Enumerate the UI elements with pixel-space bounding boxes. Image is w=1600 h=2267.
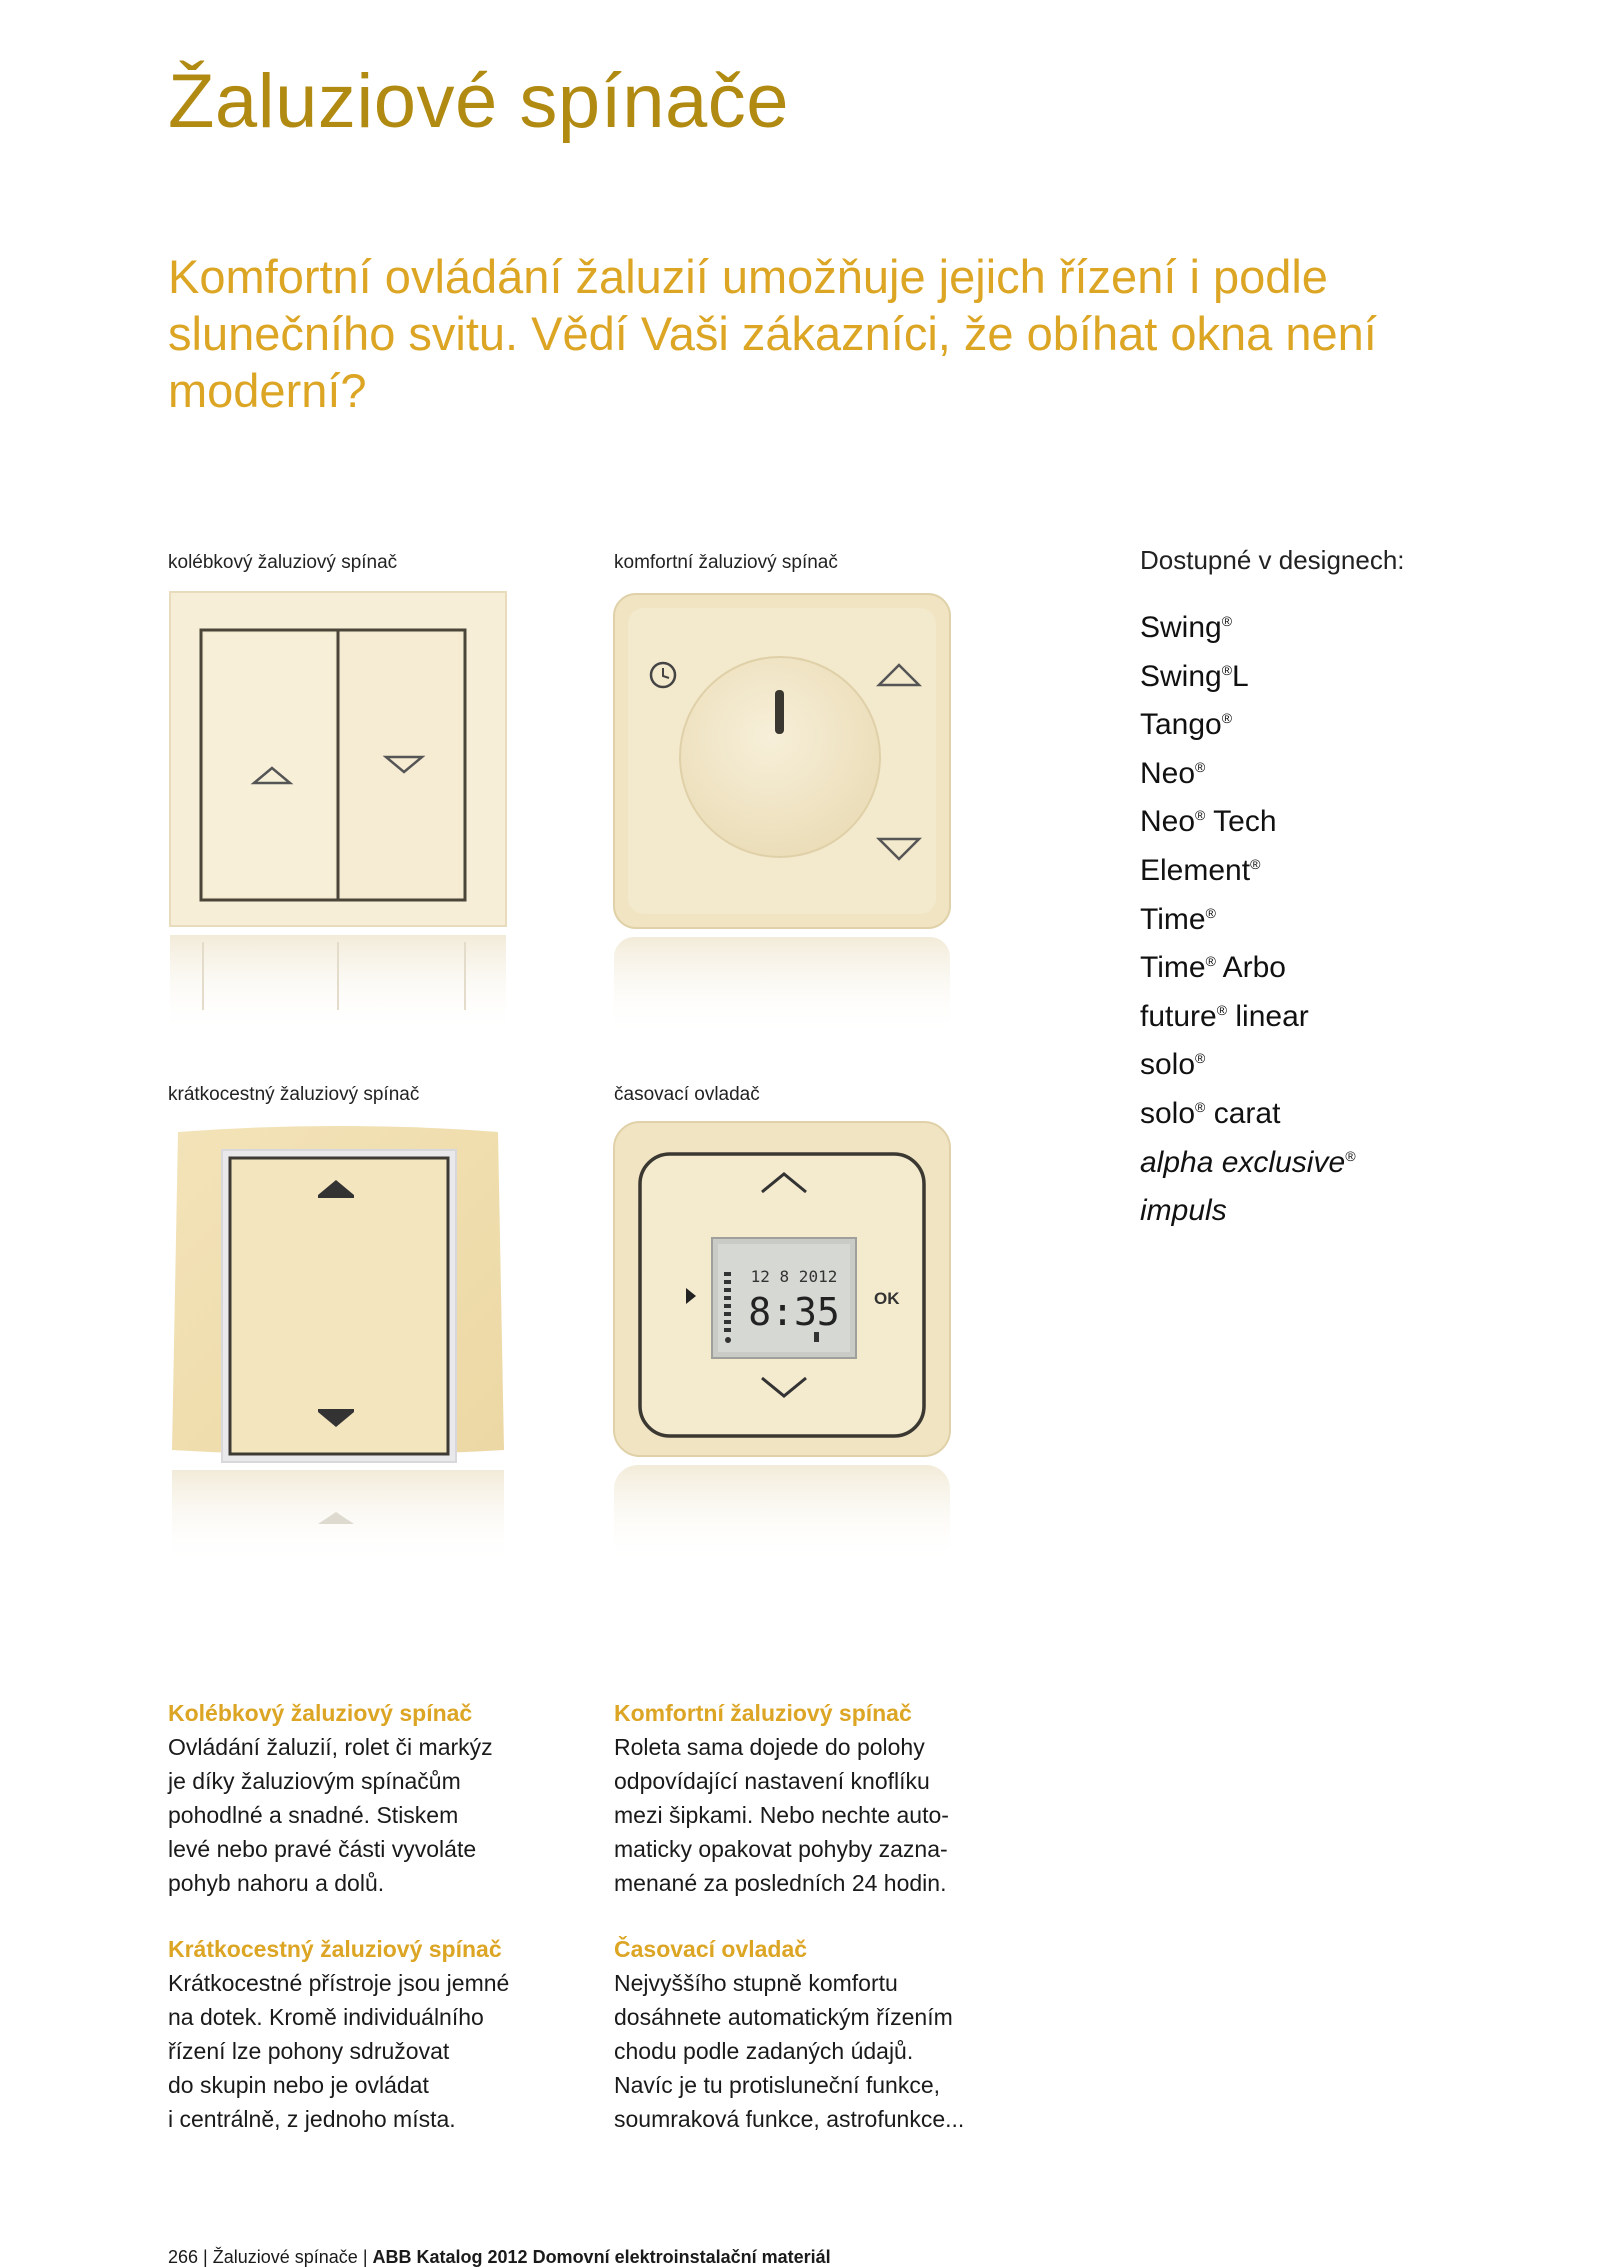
design-list	[1140, 604, 1355, 1236]
caption-comfort-switch: komfortní žaluziový spínač	[614, 552, 838, 573]
description-timer-control	[614, 1932, 994, 2136]
design-item: solo® carat	[1140, 1096, 1281, 1130]
design-item: future® linear	[1140, 999, 1309, 1033]
description-title: Krátkocestný žaluziový spínač	[168, 1936, 502, 1962]
description-title: Kolébkový žaluziový spínač	[168, 1700, 473, 1726]
footer-section: Žaluziové spínače	[212, 2247, 358, 2267]
designs-heading: Dostupné v designech:	[1140, 545, 1405, 575]
description-body: Roleta sama dojede do polohy odpovídající nastavení knoflíku mezi šipkami. Nebo nechte auto- maticky opakovat pohyby zazna- menané za posledních 24 hodin.	[614, 1734, 949, 1896]
description-short-stroke-switch	[168, 1932, 548, 2136]
caption-rocker-switch: kolébkový žaluziový spínač	[168, 552, 398, 573]
timer-date-text: 12 8 2012	[750, 1267, 838, 1286]
short-stroke-blind-switch-image	[168, 1120, 508, 1570]
description-body: Nejvyššího stupně komfortu dosáhnete automatickým řízením chodu podle zadaných údajů. Navíc je tu protisluneční funkce, soumraková funkce, astrofunkce...	[614, 1970, 965, 2132]
description-title: Časovací ovladač	[614, 1936, 808, 1962]
rocker-blind-switch-image	[168, 590, 508, 1040]
design-item: Element®	[1140, 853, 1261, 887]
description-body: Krátkocestné přístroje jsou jemné na dotek. Kromě individuálního řízení lze pohony sdružovat do skupin nebo je ovládat i centrálně, z jednoho místa.	[168, 1970, 510, 2132]
design-item: Time® Arbo	[1140, 951, 1286, 985]
design-item: Neo®	[1140, 756, 1206, 790]
timer-ok-label: OK	[874, 1289, 900, 1308]
design-item: solo®	[1140, 1048, 1206, 1082]
design-item: Time®	[1140, 902, 1216, 936]
design-item: Swing®L	[1140, 659, 1249, 693]
design-item: Swing®	[1140, 611, 1233, 644]
description-title: Komfortní žaluziový spínač	[614, 1700, 912, 1726]
caption-short-stroke-switch: krátkocestný žaluziový spínač	[168, 1084, 420, 1105]
design-item: impuls	[1140, 1194, 1227, 1228]
description-rocker-switch	[168, 1696, 548, 1900]
footer-catalog: ABB Katalog 2012 Domovní elektroinstalační materiál	[372, 2247, 831, 2267]
comfort-blind-switch-image	[612, 592, 952, 1042]
design-item: alpha exclusive®	[1140, 1145, 1356, 1179]
timer-control-image	[612, 1120, 952, 1570]
page-number: 266	[168, 2247, 199, 2267]
design-item: Neo® Tech	[1140, 805, 1277, 839]
timer-time-text: 8:35	[748, 1290, 840, 1334]
page-footer: 266 | Žaluziové spínače | ABB Katalog 2012 Domovní elektroinstalační materiál	[168, 2247, 831, 2267]
description-comfort-switch	[614, 1696, 994, 1900]
design-item: Tango®	[1140, 708, 1233, 742]
intro-text: Komfortní ovládání žaluzií umožňuje jejich řízení i podle slunečního svitu. Vědí Vaši zákazníci, že obíhat okna není moderní?	[168, 250, 1377, 417]
page-title: Žaluziové spínače	[168, 59, 790, 144]
description-body: Ovládání žaluzií, rolet či markýz je díky žaluziovým spínačům pohodlné a snadné. Stiskem levé nebo pravé části vyvoláte pohyb nahoru a dolů.	[168, 1734, 493, 1896]
caption-timer-control: časovací ovladač	[614, 1084, 760, 1105]
